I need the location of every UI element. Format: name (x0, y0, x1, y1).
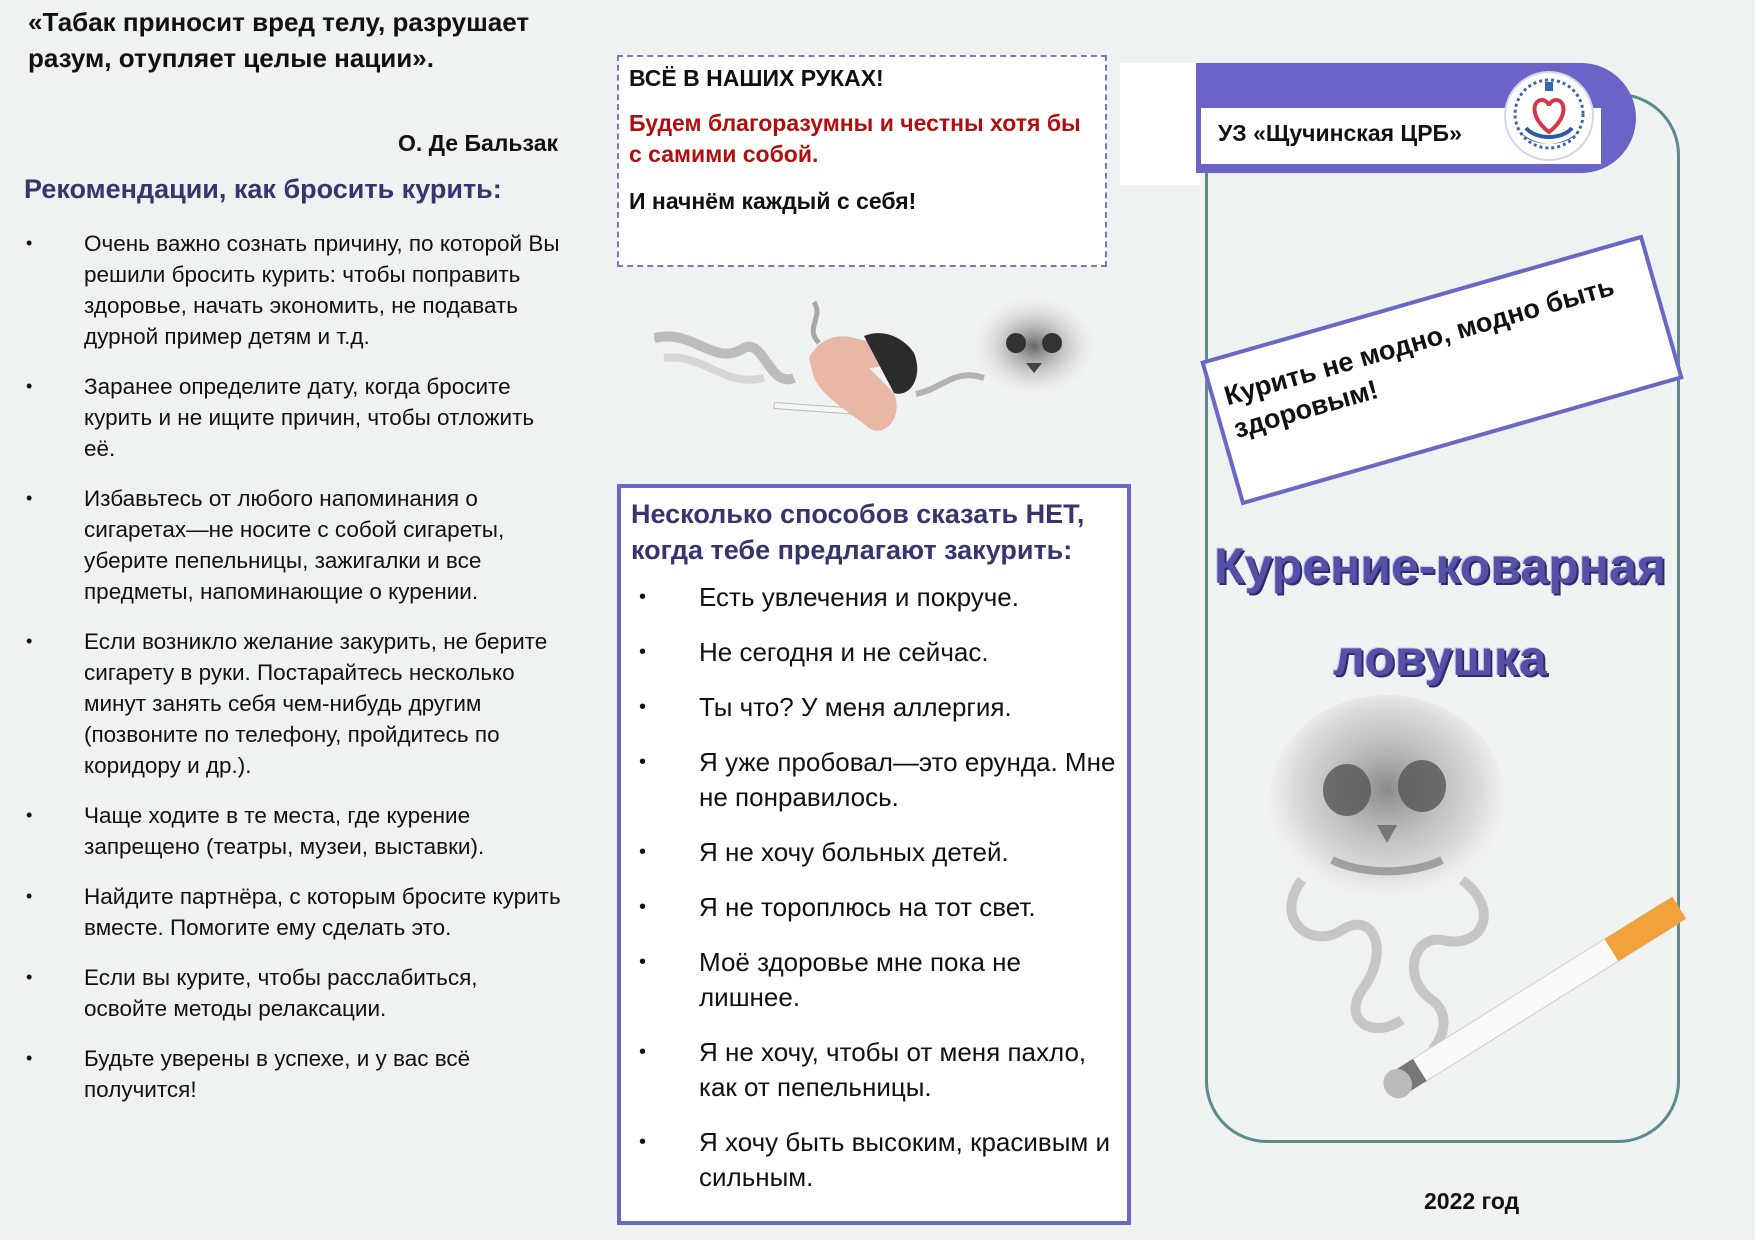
say-no-box (617, 484, 1131, 1225)
list-item: • Если возникло желание закурить, не берите сигарету в руки. Постарайтесь несколько минут занять себя чем-нибудь другим (позвоните по телефону, пройдитесь по коридору и др.). (22, 626, 562, 781)
notice-heading: ВСЁ В НАШИХ РУКАХ! (629, 65, 884, 91)
recommendations-title: Рекомендации, как бросить курить: (24, 174, 502, 204)
quote-author: О. Де Бальзак (397, 130, 558, 156)
slogan-box: Курить не модно, модно быть здоровым! (1200, 235, 1684, 506)
list-item: • Я не хочу, чтобы от меня пахло, как от пепельницы. (631, 1035, 1117, 1105)
org-name: УЗ «Щучинская ЦРБ» (1218, 120, 1462, 146)
list-item: • Заранее определите дату, когда бросите курить и не ищите причин, чтобы отложить её. (22, 371, 562, 464)
notice-box (617, 55, 1107, 267)
list-item: • Я не хочу больных детей. (631, 835, 1117, 870)
list-item: • Моё здоровье мне пока не лишнее. (631, 945, 1117, 1015)
quote-text: «Табак приносит вред телу, разрушает разум, отупляет целые нации». (28, 7, 530, 73)
smoking-hand-illustration (654, 298, 1094, 440)
hospital-logo-icon (1500, 70, 1598, 162)
list-item: • Я хочу быть высоким, красивым и сильным. (631, 1125, 1117, 1195)
cover-title (1190, 520, 1690, 704)
list-item: • Очень важно сознать причину, по которой Вы решили бросить курить: чтобы поправить здоровье, начать экономить, не подавать дурной пример детям и т.д. (22, 228, 562, 352)
list-item: • Я не тороплюсь на тот свет. (631, 890, 1117, 925)
cover-title-line1: Курение-коварная (1214, 538, 1666, 594)
list-item: • Я уже пробовал—это ерунда. Мне не понравилось. (631, 745, 1117, 815)
say-no-title: Несколько способов сказать НЕТ, когда тебе предлагают закурить: (631, 499, 1085, 565)
list-item: • Найдите партнёра, с которым бросите курить вместе. Помогите ему сделать это. (22, 881, 562, 943)
list-item: • Если вы курите, чтобы расслабиться, освойте методы релаксации. (22, 962, 562, 1024)
list-item: • Избавьтесь от любого напоминания о сигаретах—не носите с собой сигареты, уберите пепельницы, зажигалки и все предметы, напоминающие о курении. (22, 483, 562, 607)
say-no-list (631, 580, 1117, 1195)
list-item: • Ты что? У меня аллергия. (631, 690, 1117, 725)
list-item: • Будьте уверены в успехе, и у вас всё получится! (22, 1043, 562, 1105)
list-item: • Чаще ходите в те места, где курение запрещено (театры, музеи, выставки). (22, 800, 562, 862)
year-label: 2022 год (1424, 1188, 1520, 1214)
recommendations-list (22, 228, 562, 1124)
list-item: • Не сегодня и не сейчас. (631, 635, 1117, 670)
notice-red-text: Будем благоразумны и честны хотя бы с самими собой. (629, 110, 1081, 167)
smoke-skull-cigarette-illustration (1262, 690, 1752, 1100)
list-item: • Есть увлечения и покруче. (631, 580, 1117, 615)
header-white-patch (1120, 63, 1200, 185)
notice-footer: И начнём каждый с себя! (629, 188, 917, 214)
cover-title-line2: ловушка (1333, 630, 1547, 686)
